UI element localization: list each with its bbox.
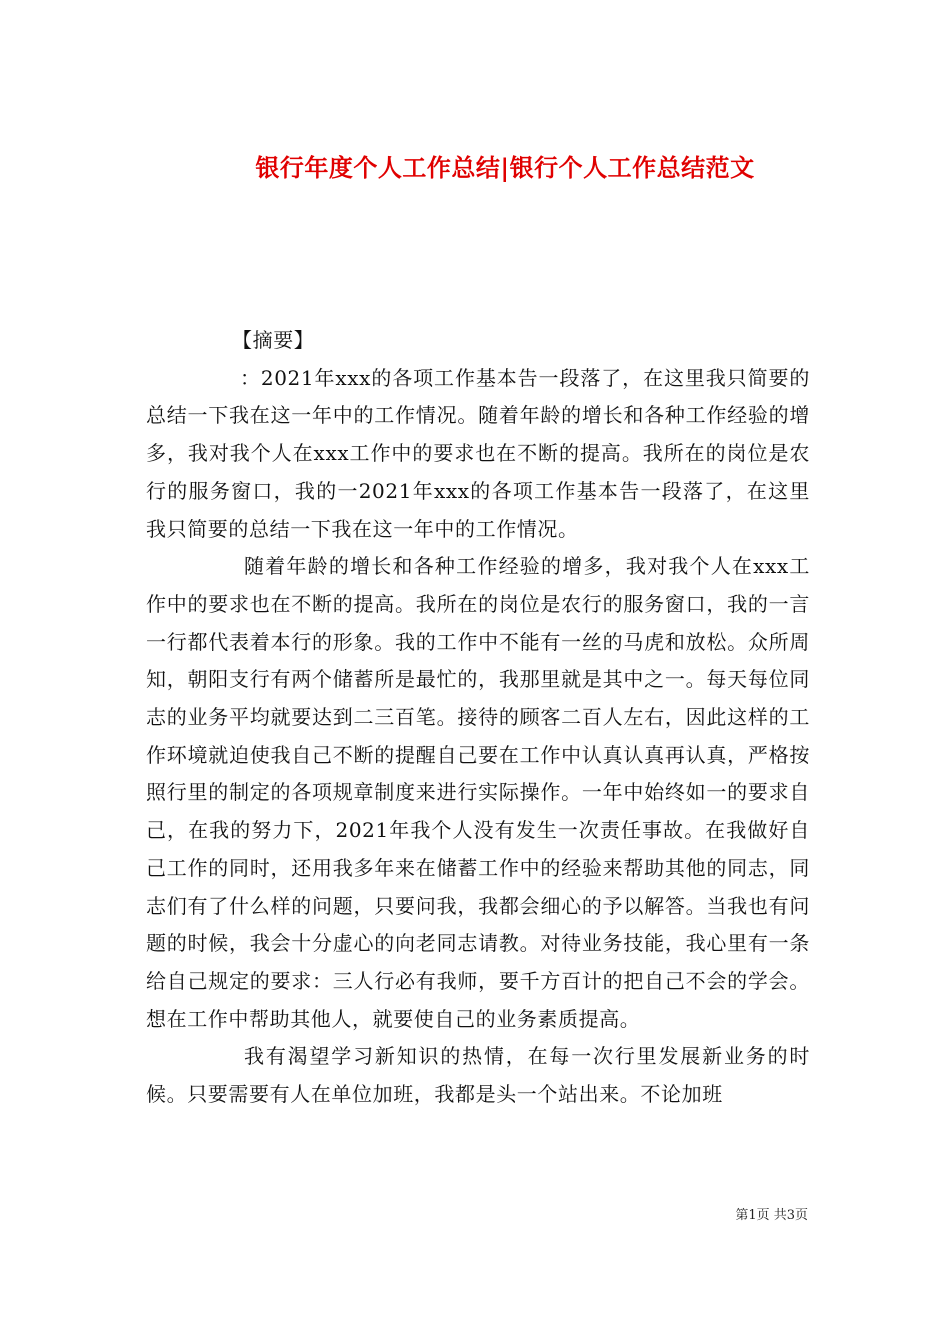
document-body [146, 322, 810, 1114]
body-paragraph: 随着年龄的增长和各种工作经验的增多，我对我个人在xxx工作中的要求也在不断的提高。我所在的岗位是农行的服务窗口，我的一言一行都代表着本行的形象。我的工作中不能有一丝的马虎和放松。众所周知，朝阳支行有两个储蓄所是最忙的，我那里就是其中之一。每天每位同志的业务平均就要达到二三百笔。接待的顾客二百人左右，因此这样的工作环境就迫使我自己不断的提醒自己要在工作中认真认真再认真，严格按照行里的制定的各项规章制度来进行实际操作。一年中始终如一的要求自己，在我的努力下，2021年我个人没有发生一次责任事故。在我做好自己工作的同时，还用我多年来在储蓄工作中的经验来帮助其他的同志，同志们有了什么样的问题，只要问我，我都会细心的予以解答。当我也有问题的时候，我会十分虚心的向老同志请教。对待业务技能，我心里有一条给自己规定的要求：三人行必有我师，要千方百计的把自己不会的学会。想在工作中帮助其他人，就要使自己的业务素质提高。 [146, 554, 810, 1031]
page-number-footer: 第1页 共3页 [735, 1208, 808, 1223]
abstract-paragraph: ：2021年xxx的各项工作基本告一段落了，在这里我只简要的总结一下我在这一年中的工作情况。随着年龄的增长和各种工作经验的增多，我对我个人在xxx工作中的要求也在不断的提高。我所在的岗位是农行的服务窗口，我的一2021年xxx的各项工作基本告一段落了，在这里我只简要的总结一下我在这一年中的工作情况。 [146, 365, 810, 541]
document-title: 银行年度个人工作总结|银行个人工作总结范文 [255, 153, 755, 183]
body-paragraph: 我有渴望学习新知识的热情，在每一次行里发展新业务的时候。只要需要有人在单位加班，我都是头一个站出来。不论加班 [146, 1044, 810, 1107]
abstract-heading: 【摘要】 [232, 328, 315, 352]
